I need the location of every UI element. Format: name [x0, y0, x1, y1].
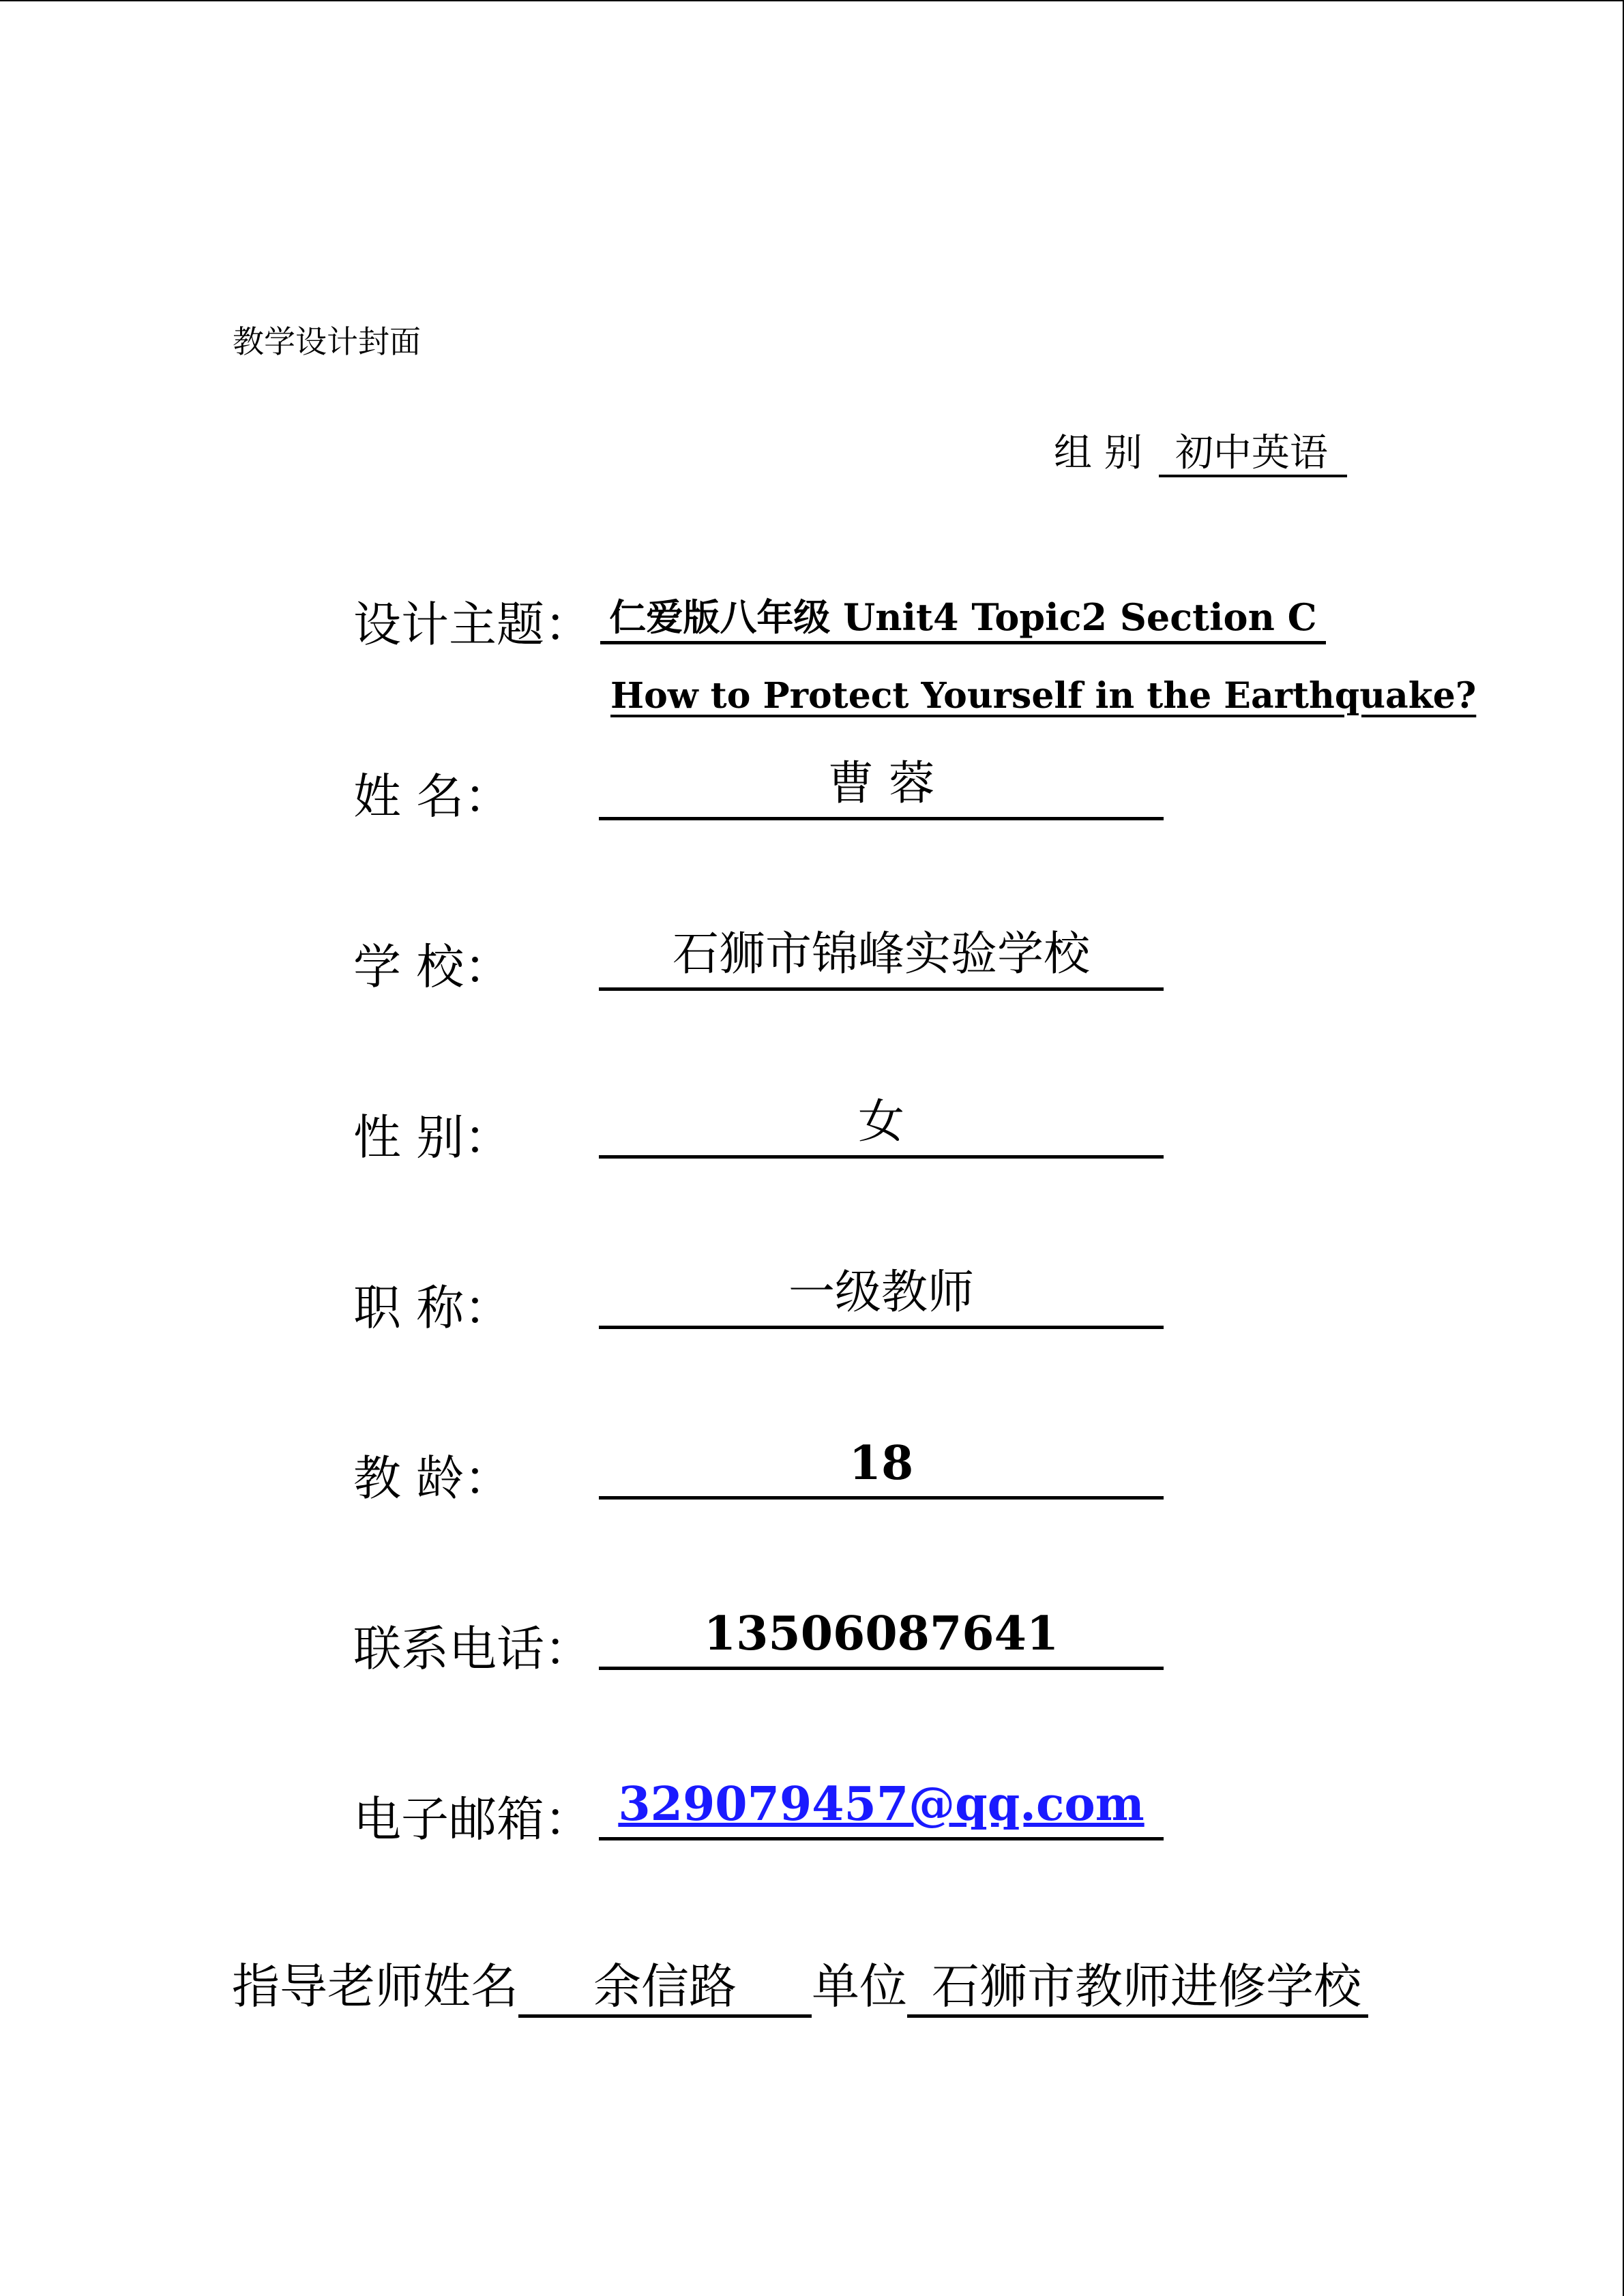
gender-value: 女 [599, 1090, 1164, 1159]
email-link[interactable]: 329079457@qq.com [618, 1777, 1145, 1832]
email-label: 电子邮箱： [353, 1791, 592, 1847]
theme-value-line1: 仁爱版八年级 Unit4 Topic2 Section C [600, 593, 1326, 644]
advisor-label: 指导老师姓名 [232, 1958, 518, 2014]
group-line [1054, 423, 1347, 477]
advisor-name: 余信路 [518, 1959, 812, 2018]
cover-title: 教学设计封面 [233, 323, 421, 360]
teaching-years-label: 教 龄： [353, 1450, 512, 1506]
group-label: 组 别 [1054, 431, 1142, 475]
advisor-line [232, 1948, 1368, 2018]
phone-value: 13506087641 [599, 1601, 1164, 1670]
group-value: 初中英语 [1159, 432, 1347, 477]
email-field [599, 1772, 1164, 1840]
teaching-years-value: 18 [599, 1431, 1164, 1500]
advisor-unit-label: 单位 [812, 1958, 907, 2014]
theme-label: 设计主题： [353, 597, 592, 653]
professional-title-value: 一级教师 [599, 1260, 1164, 1329]
advisor-unit: 石狮市教师进修学校 [907, 1959, 1368, 2018]
theme-value-line2: How to Protect Yourself in the Earthquake? [610, 675, 1477, 717]
school-value: 石狮市锦峰实验学校 [599, 922, 1164, 991]
name-value: 曹 蓉 [599, 751, 1164, 820]
name-label: 姓 名： [353, 769, 512, 824]
phone-label: 联系电话： [353, 1621, 592, 1677]
school-label: 学 校： [353, 939, 512, 995]
gender-label: 性 别： [353, 1109, 512, 1165]
professional-title-label: 职 称： [353, 1280, 512, 1336]
